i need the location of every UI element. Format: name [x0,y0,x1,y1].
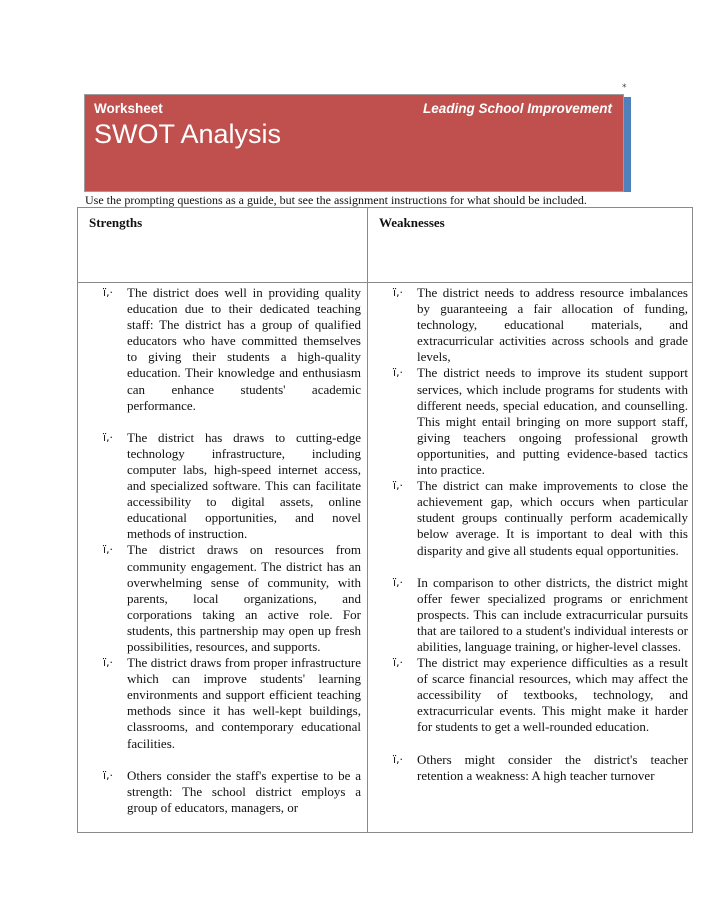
weakness-item [393,575,688,655]
bullet-icon: ï‚· [103,286,114,299]
weakness-item [393,752,688,784]
bullet-icon: ï‚· [393,656,404,670]
instructions-text: Use the prompting questions as a guide, but see the assignment instructions for what should be included. [85,193,587,207]
bullet-icon: ï‚· [393,575,404,589]
bullet-icon: ï‚· [393,752,404,766]
strength-text: The district does well in providing quality education due to their dedicated teaching staff: The district has a group of qualified educators who have committed themselves to giving their students a high-quality education. Their knowledge and enthusiasm can enhance students' academic performance. [127,285,361,413]
page-title: SWOT Analysis [94,119,282,149]
weakness-text: Others might consider the district's teacher retention a weakness: A high teacher turnover [417,751,688,783]
header-banner [84,94,624,192]
bullet-icon: ï‚· [103,768,114,782]
strength-item [103,655,361,752]
strength-item [103,285,361,414]
weakness-item [393,655,688,735]
strength-text: The district draws on resources from community engagement. The district has an overwhelming sense of community, with parents, local organizations, and corporations taking an active role. For students, this partnership may open up fresh possibilities, resources, and supports. [127,542,361,654]
course-title: Leading School Improvement [422,101,612,116]
strengths-heading: Strengths [89,215,143,230]
column-divider [367,208,368,832]
weaknesses-heading: Weaknesses [379,215,445,230]
bullet-icon: ï‚· [103,430,114,444]
weakness-text: The district may experience difficulties as a result of scarce financial resources, which may affect the accessibility of textbooks, technology, and extracurricular events. This might make it harder for students to get a well-rounded education. [417,655,688,735]
strength-item [103,430,361,543]
weakness-text: The district needs to improve its student support services, which include programs for students with different needs, special education, and counselling. This might entail bringing on more support staff, giving teachers ongoing professional growth opportunities, and putting evidence-based tactics into practice. [417,365,688,478]
strength-item [103,768,361,816]
corner-mark: * [622,83,627,93]
bullet-icon: ï‚· [393,479,404,493]
bullet-icon: ï‚· [103,656,114,670]
weakness-text: The district can make improvements to close the achievement gap, which occurs when particular student groups continually perform academically below average. It is important to deal with this disparity and give all students equal opportunities. [417,478,688,558]
strength-item [103,542,361,655]
strengths-list [103,285,361,816]
bullet-icon: ï‚· [103,543,114,557]
header-row-divider [78,282,692,283]
weakness-text: The district needs to address resource imbalances by guaranteeing a fair allocation of funding, technology, educational materials, and extracurricular activities across schools and grade levels, [417,285,688,365]
strength-text: The district draws from proper infrastructure which can improve students' learning environments and support efficient teaching methods since it has well-kept buildings, classrooms, and contemporary educational facilities. [127,655,361,751]
worksheet-label: Worksheet [94,101,163,116]
weakness-item [393,285,688,365]
strength-text: Others consider the staff's expertise to be a strength: The school district employs a group of educators, managers, or [127,767,361,815]
strength-text: The district has draws to cutting-edge technology infrastructure, including computer labs, high-speed internet access, and specialized software. This can facilitate accessibility to digital assets, online educational opportunities, and novel methods of instruction. [127,429,361,542]
weakness-text: In comparison to other districts, the district might offer fewer specialized programs or enrichment prospects. This can include extracurricular pursuits that are tailored to a student's individual interests or abilities, language training, or higher-level classes. [417,574,688,654]
weaknesses-list [393,285,688,784]
bullet-icon: ï‚· [393,366,404,380]
weakness-item [393,365,688,478]
bullet-icon: ï‚· [393,286,404,299]
weakness-item [393,478,688,558]
swot-table [77,207,693,833]
